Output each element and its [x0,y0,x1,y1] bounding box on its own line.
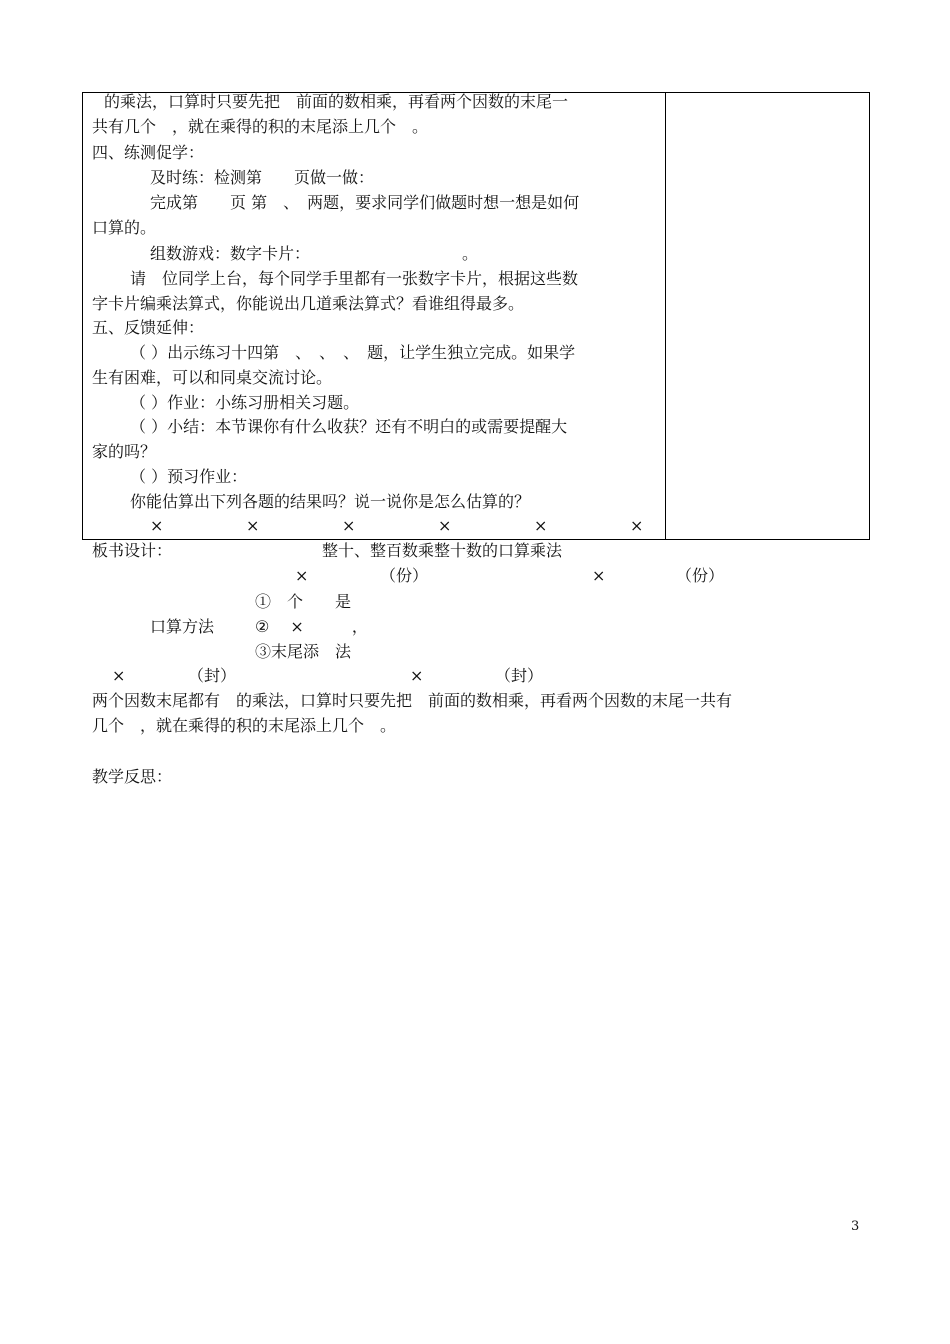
table-line: 四、练测促学： [92,143,205,162]
table-line: 口算的。 [92,218,157,237]
times-sign: × [630,516,644,535]
times-sign: × [438,516,452,535]
board-row1-left-times: × [295,566,309,585]
times-sign: × [246,516,260,535]
board-row2-right-unit: （封） [495,666,544,685]
times-sign: × [342,516,356,535]
board-row1-left-unit: （份） [380,566,429,585]
table-line: 五、反馈延伸： [92,318,205,337]
summary-line-2: 几个 ，就在乘得的积的末尾添上几个 。 [92,716,397,735]
table-line: （ ）出示练习十四第 、 、 、 题，让学生独立完成。如果学 [130,343,576,362]
method-step-1: ① 个 是 [255,592,352,611]
board-title: 整十、整百数乘整十数的口算乘法 [322,541,563,560]
table-line: 组数游戏：数字卡片： 。 [150,244,479,263]
times-sign: × [534,516,548,535]
table-line: 生有困难，可以和同桌交流讨论。 [92,368,333,387]
board-row2-left-unit: （封） [188,666,237,685]
board-design-label: 板书设计： [92,541,173,560]
table-line: 共有几个 ，就在乘得的积的末尾添上几个 。 [92,117,429,136]
method-step-3: ③末尾添 法 [255,642,352,661]
board-row2-left-times: × [112,666,126,685]
table-line: （ ）预习作业： [130,467,248,486]
table-line: （ ）作业：小练习册相关习题。 [130,393,360,412]
table-line: （ ）小结：本节课你有什么收获？还有不明白的或需要提醒大 [130,417,568,436]
method-label: 口算方法 [150,617,215,636]
table-line: 你能估算出下列各题的结果吗？说一说你是怎么估算的？ [130,492,531,511]
page-number: 3 [851,1219,860,1234]
board-row2-right-times: × [410,666,424,685]
table-line: 家的吗？ [92,442,157,461]
table-line: 完成第 页 第 、 两题，要求同学们做题时想一想是如何 [150,193,580,212]
board-row1-right-times: × [592,566,606,585]
column-divider [665,93,666,539]
board-row1-right-unit: （份） [676,566,725,585]
table-line: 字卡片编乘法算式，你能说出几道乘法算式？看谁组得最多。 [92,294,525,313]
table-line: 的乘法，口算时只要先把 前面的数相乘，再看两个因数的末尾一 [104,92,569,111]
table-line: 请 位同学上台，每个同学手里都有一张数字卡片，根据这些数 [130,269,579,288]
summary-line-1: 两个因数末尾都有 的乘法，口算时只要先把 前面的数相乘，再看两个因数的末尾一共有 [92,691,733,710]
method-step-2: ② × ， [255,617,368,636]
reflection-label: 教学反思： [92,767,173,786]
times-sign: × [150,516,164,535]
table-line: 及时练：检测第 页做一做： [150,168,375,187]
